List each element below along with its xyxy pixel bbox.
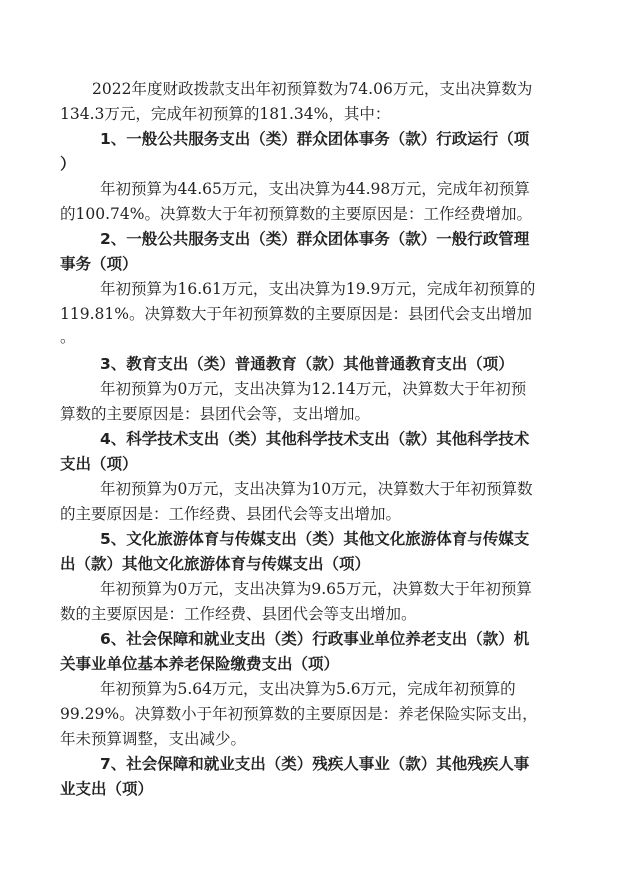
item-3-body-line-1: 年初预算为0万元，支出决算为12.14万元，决算数大于年初预 xyxy=(100,380,527,398)
item-1-body-line-2: 的100.74%。决算数大于年初预算数的主要原因是：工作经费增加。 xyxy=(60,205,532,223)
item-5-body-line-2: 数的主要原因是：工作经费、县团代会等支出增加。 xyxy=(60,605,417,623)
item-6-body-line-3: 年未预算调整，支出减少。 xyxy=(60,730,247,748)
item-1-heading-line-2: ） xyxy=(60,155,76,173)
item-6-heading-line-1: 6、社会保障和就业支出（类）行政事业单位养老支出（款）机 xyxy=(100,630,530,648)
item-1-body-line-1: 年初预算为44.65万元，支出决算为44.98万元，完成年初预算 xyxy=(100,180,530,198)
item-5-heading-line-2: 出（款）其他文化旅游体育与传媒支出（项） xyxy=(60,555,371,573)
item-7-heading-line-1: 7、社会保障和就业支出（类）残疾人事业（款）其他残疾人事 xyxy=(100,755,530,773)
item-2-heading-line-2: 事务（项） xyxy=(60,255,138,273)
item-3-heading: 3、教育支出（类）普通教育（款）其他普通教育支出（项） xyxy=(100,355,514,373)
summary-line-1: 2022年度财政拨款支出年初预算数为74.06万元，支出决算数为 xyxy=(92,80,533,98)
item-2-body-line-2: 119.81%。决算数大于年初预算数的主要原因是：县团代会支出增加 xyxy=(60,305,532,323)
item-2-body-line-1: 年初预算为16.61万元，支出决算为19.9万元，完成年初预算的 xyxy=(100,280,536,298)
item-2-body-line-3: 。 xyxy=(60,328,76,346)
summary-line-2: 134.3万元，完成年初预算的181.34%，其中： xyxy=(60,105,391,123)
item-4-body-line-1: 年初预算为0万元，支出决算为10万元，决算数大于年初预算数 xyxy=(100,480,533,498)
item-6-body-line-1: 年初预算为5.64万元，支出决算为5.6万元，完成年初预算的 xyxy=(100,680,516,698)
item-2-heading-line-1: 2、一般公共服务支出（类）群众团体事务（款）一般行政管理 xyxy=(100,230,530,248)
item-6-body-line-2: 99.29%。决算数小于年初预算数的主要原因是：养老保险实际支出， xyxy=(60,705,538,723)
item-4-body-line-2: 的主要原因是：工作经费、县团代会等支出增加。 xyxy=(60,505,402,523)
item-5-body-line-1: 年初预算为0万元，支出决算为9.65万元，决算数大于年初预算 xyxy=(100,580,532,598)
item-4-heading-line-1: 4、科学技术支出（类）其他科学技术支出（款）其他科学技术 xyxy=(100,430,530,448)
item-4-heading-line-2: 支出（项） xyxy=(60,455,138,473)
item-1-heading-line-1: 1、一般公共服务支出（类）群众团体事务（款）行政运行（项 xyxy=(100,130,530,148)
item-3-body-line-2: 算数的主要原因是：县团代会等，支出增加。 xyxy=(60,405,371,423)
item-5-heading-line-1: 5、文化旅游体育与传媒支出（类）其他文化旅游体育与传媒支 xyxy=(100,530,530,548)
item-7-heading-line-2: 业支出（项） xyxy=(60,780,154,798)
item-6-heading-line-2: 关事业单位基本养老保险缴费支出（项） xyxy=(60,655,340,673)
